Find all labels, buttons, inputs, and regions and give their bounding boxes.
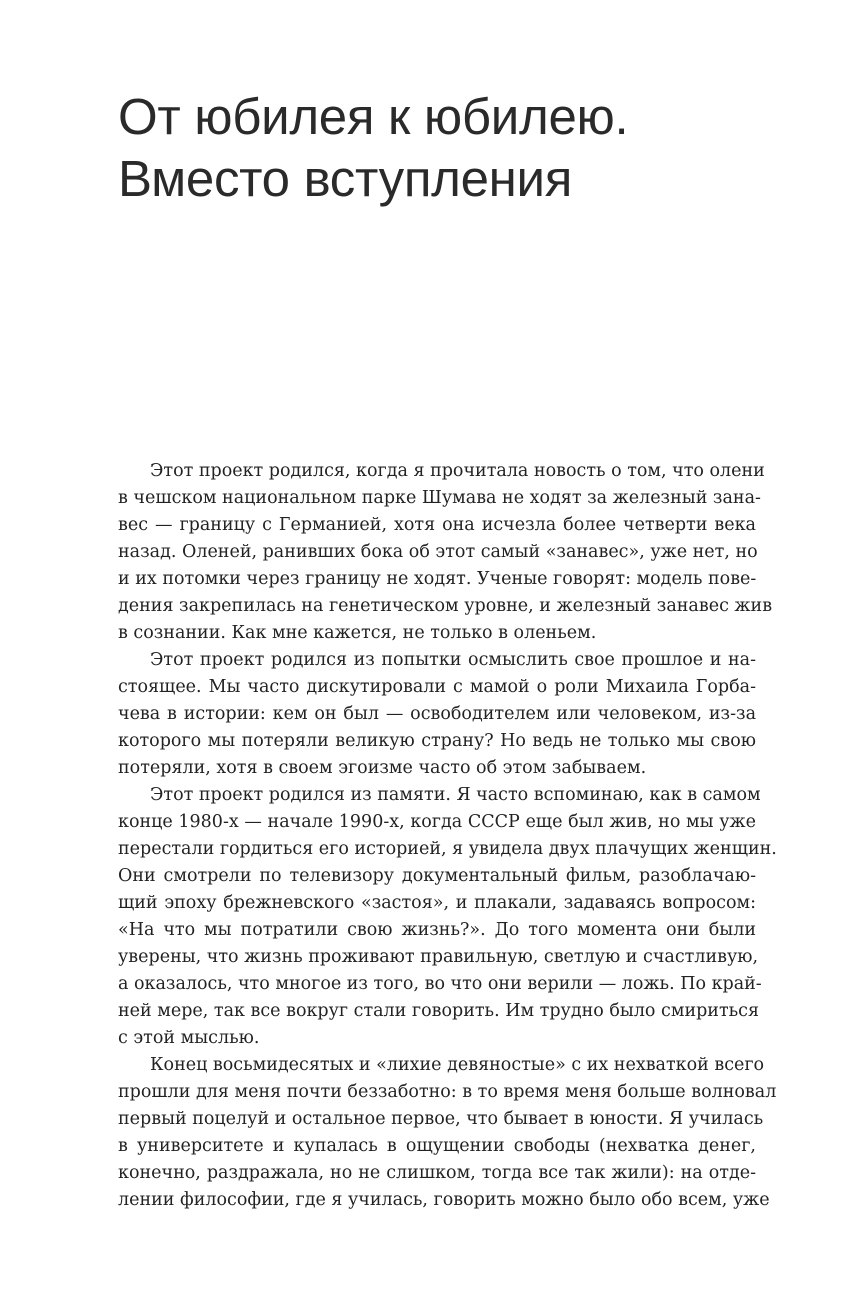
text-line: чева в истории: кем он был — освободителем или человеком, из-за [118, 704, 756, 724]
text-line: и их потомки через границу не ходят. Ученые говорят: модель пове- [118, 569, 757, 589]
text-line: назад. Оленей, ранивших бока об этот самый «занавес», уже нет, но [118, 542, 758, 562]
text-line: дения закрепилась на генетическом уровне, и железный занавес жив [118, 596, 773, 616]
text-line: вес — границу с Германией, хотя она исчезла более четверти века [118, 515, 756, 535]
text-line: стоящее. Мы часто дискутировали с мамой о роли Михаила Горба- [118, 677, 756, 697]
text-line: перестали гордиться его историей, я увидела двух плачущих женщин. [118, 839, 777, 859]
text-line: которого мы потеряли великую страну? Но ведь не только мы свою [118, 731, 756, 751]
text-line: лении философии, где я училась, говорить можно было обо всем, уже [118, 1190, 770, 1210]
text-line: Этот проект родился, когда я прочитала новость о том, что олени [150, 461, 765, 481]
paragraph [118, 1052, 777, 1214]
text-line: ней мере, так все вокруг стали говорить. Им трудно было смириться [118, 1001, 760, 1021]
chapter-title-line: От юбилея к юбилею. [118, 88, 629, 145]
text-line: щий эпоху брежневского «застоя», и плакали, задаваясь вопросом: [118, 893, 756, 913]
paragraph [118, 782, 777, 1052]
text-line: уверены, что жизнь проживают правильную, светлую и счастливую, [118, 947, 759, 967]
text-line: «На что мы потратили свою жизнь?». До того момента они были [118, 920, 756, 940]
paragraph [118, 458, 773, 647]
chapter-title [118, 86, 758, 210]
text-line: в университете и купалась в ощущении свободы (нехватка денег, [118, 1136, 756, 1156]
text-line: Конец восьмидесятых и «лихие девяностые» с их нехваткой всего [150, 1055, 765, 1075]
chapter-title-line: Вместо вступления [118, 150, 573, 207]
text-line: Этот проект родился из попытки осмыслить свое прошлое и на- [150, 650, 756, 670]
text-line: конечно, раздражала, но не слишком, тогда все так жили): на отде- [118, 1163, 756, 1183]
text-line: первый поцелуй и остальное первое, что бывает в юности. Я училась [118, 1109, 764, 1129]
text-line: в чешском национальном парке Шумава не ходят за железный зана- [118, 488, 761, 508]
text-line: потеряли, хотя в своем эгоизме часто об этом забываем. [118, 758, 647, 778]
text-line: конце 1980-х — начале 1990-х, когда СССР еще был жив, но мы уже [118, 812, 756, 832]
text-line: Они смотрели по телевизору документальный фильм, разоблачаю- [118, 866, 756, 886]
paragraph [118, 647, 756, 782]
text-line: а оказалось, что многое из того, во что они верили — ложь. По край- [118, 974, 762, 994]
text-line: прошли для меня почти беззаботно: в то время меня больше волновал [118, 1082, 777, 1102]
text-line: в сознании. Как мне кажется, не только в оленьем. [118, 623, 597, 643]
body-text [118, 458, 777, 1214]
text-line: Этот проект родился из памяти. Я часто вспоминаю, как в самом [150, 785, 761, 805]
text-line: с этой мыслью. [118, 1028, 260, 1048]
